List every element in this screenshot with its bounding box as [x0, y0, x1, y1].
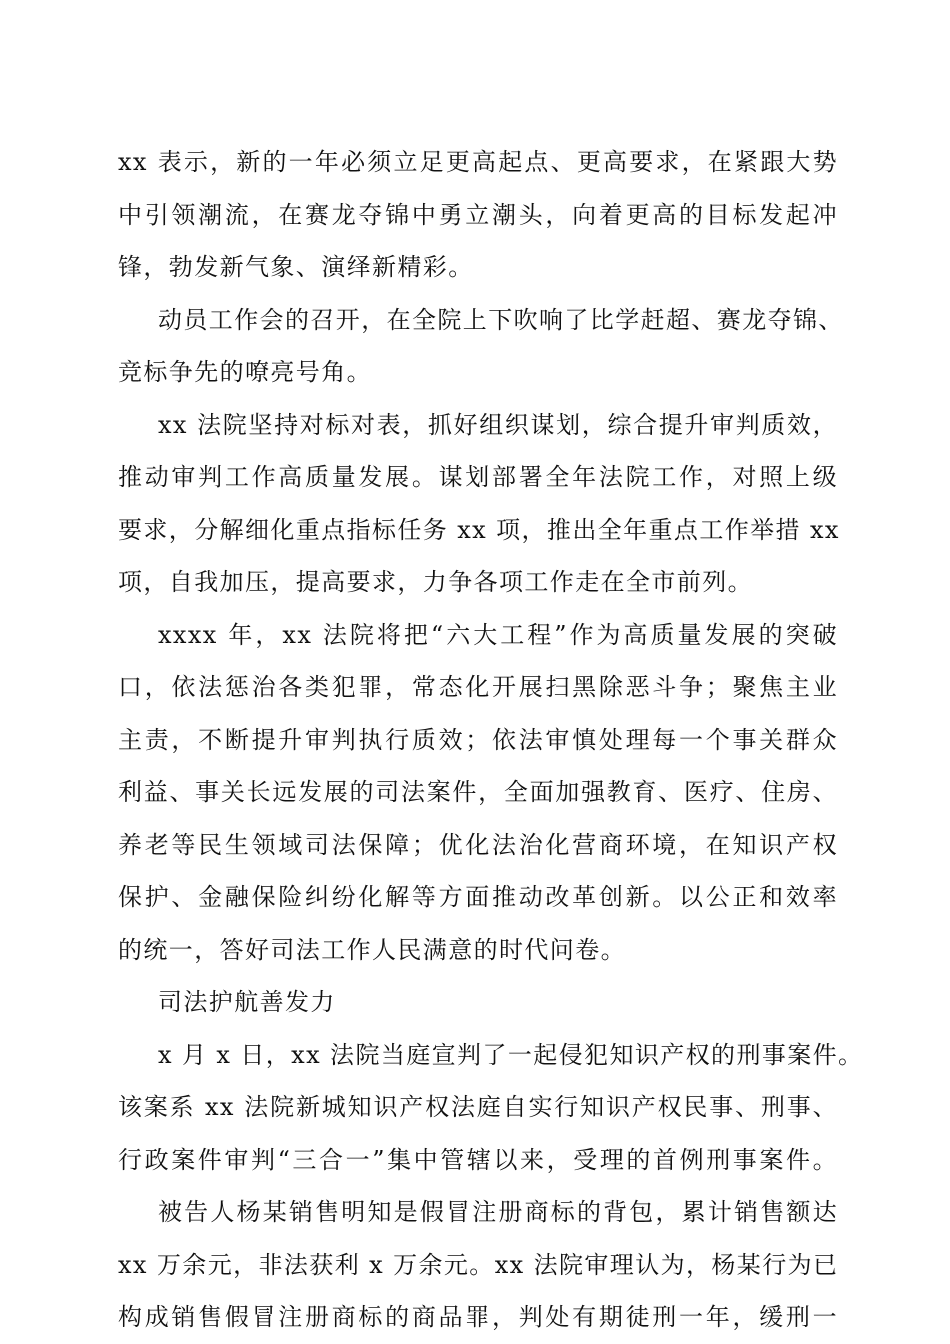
text-line: 要求，分解细化重点指标任务 xx 项，推出全年重点工作举措 xx [118, 516, 840, 544]
text-line: 口，依法惩治各类犯罪，常态化开展扫黑除恶斗争；聚焦主业 [118, 673, 838, 701]
text-line: 锋，勃发新气象、演绎新精彩。 [118, 253, 474, 281]
text-line: xx 万余元，非法获利 x 万余元。xx 法院审理认为，杨某行为已 [118, 1251, 839, 1279]
text-line: 被告人杨某销售明知是假冒注册商标的背包，累计销售额达 [158, 1198, 838, 1226]
text-line: 竞标争先的嘹亮号角。 [118, 358, 372, 386]
text-line: 动员工作会的召开，在全院上下吹响了比学赶超、赛龙夺锦、 [158, 306, 844, 334]
text-line: 养老等民生领域司法保障；优化法治化营商环境，在知识产权 [118, 831, 838, 859]
text-line: 的统一，答好司法工作人民满意的时代问卷。 [118, 936, 626, 964]
text-line: 推动审判工作高质量发展。谋划部署全年法院工作，对照上级 [118, 463, 838, 491]
text-line: 保护、金融保险纠纷化解等方面推动改革创新。以公正和效率 [118, 883, 838, 911]
text-line: 主责，不断提升审判执行质效；依法审慎处理每一个事关群众 [118, 726, 838, 754]
text-line: 该案系 xx 法院新城知识产权法庭自实行知识产权民事、刑事、 [118, 1093, 838, 1121]
text-line: 项，自我加压，提高要求，力争各项工作走在全市前列。 [118, 568, 753, 596]
text-line: xx 法院坚持对标对表，抓好组织谋划，综合提升审判质效， [158, 411, 838, 439]
text-line: x 月 x 日，xx 法院当庭宣判了一起侵犯知识产权的刑事案件。 [158, 1041, 864, 1069]
text-line: 利益、事关长远发展的司法案件，全面加强教育、医疗、住房、 [118, 778, 838, 806]
text-line: 中引领潮流，在赛龙夺锦中勇立潮头，向着更高的目标发起冲 [118, 201, 838, 229]
text-line: 构成销售假冒注册商标的商品罪，判处有期徒刑一年，缓刑一 [118, 1303, 838, 1331]
text-line: xxxx 年，xx 法院将把“六大工程”作为高质量发展的突破 [158, 621, 838, 649]
section-heading: 司法护航善发力 [158, 988, 336, 1016]
text-line: 行政案件审判“三合一”集中管辖以来，受理的首例刑事案件。 [118, 1146, 838, 1174]
text-line: xx 表示，新的一年必须立足更高起点、更高要求，在紧跟大势 [118, 148, 838, 176]
